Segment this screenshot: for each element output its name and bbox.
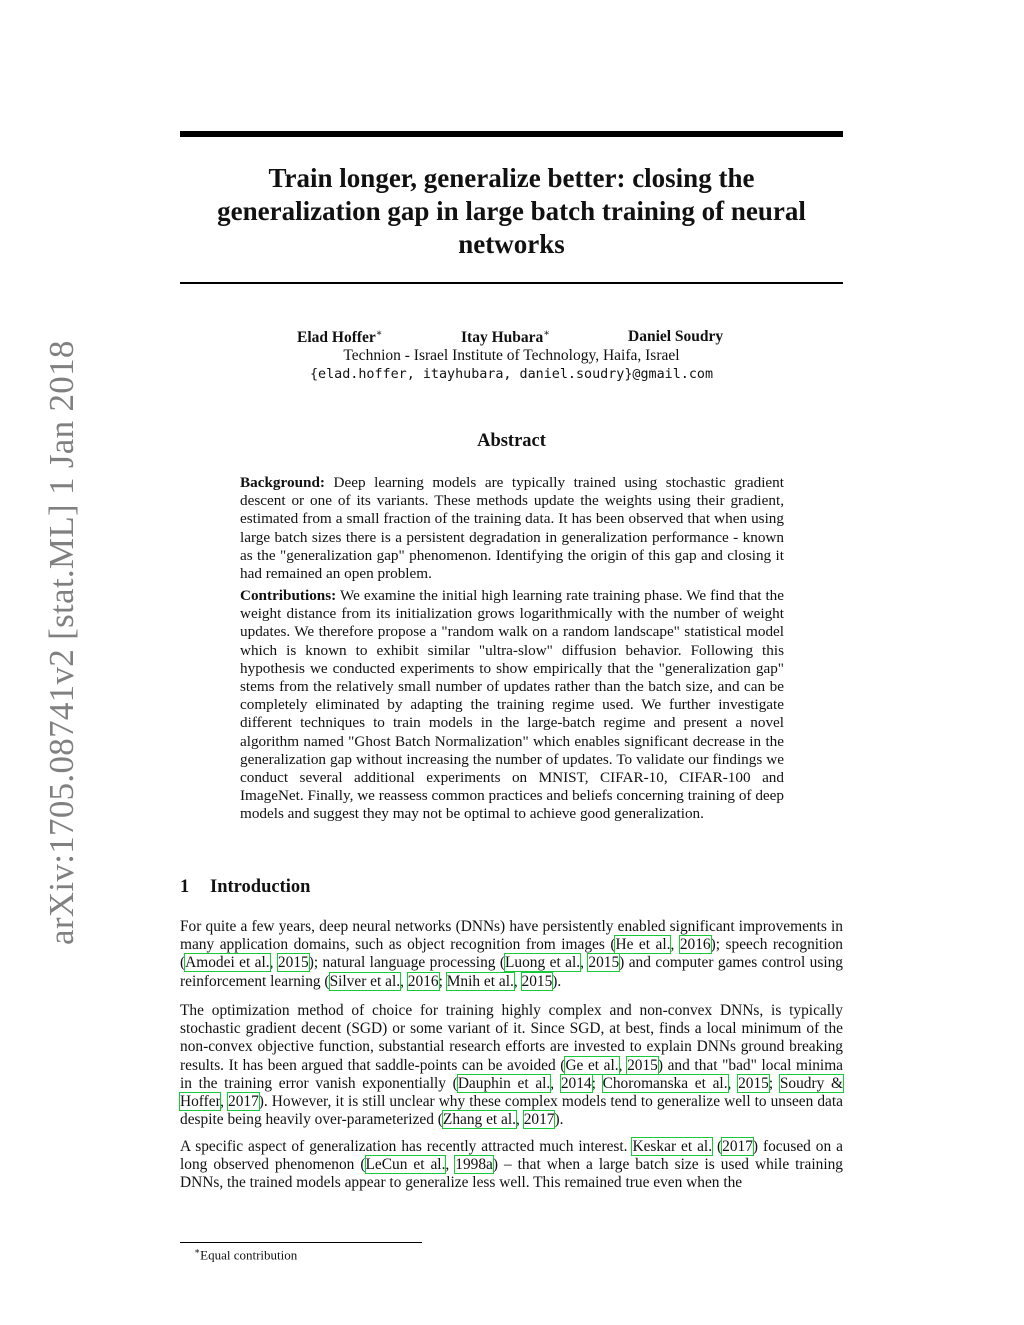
equal-contribution-mark: ∗ [375,328,383,339]
paragraph-text: ). However, it is still unclear why these complex models tend to generalize well to unseen data despite being heavily over-parameterized ( [180,1093,843,1129]
author-name: Itay Hubara [461,329,544,347]
background-label: Background: [240,474,325,491]
citation-link[interactable]: Mnih et al. [446,972,514,990]
intro-paragraph [180,1138,843,1193]
citation-link[interactable]: 2015 [738,1074,769,1092]
paragraph-text: , [670,936,680,954]
intro-paragraph [180,918,843,991]
citation-link[interactable]: 1998a [455,1156,493,1174]
author-affiliation: Technion - Israel Institute of Technology, Haifa, Israel [343,347,680,364]
citation-link[interactable]: LeCun et al. [365,1156,446,1174]
title-line: Train longer, generalize better: closing the [268,163,755,193]
paragraph-text: For quite a few years, deep neural networks (DNNs) have persistently enabled significant improvements in many application domains, such as object recognition from images ( [180,918,843,954]
citation-link[interactable]: 2016 [407,972,439,990]
citation-link[interactable]: 2015 [521,972,553,990]
paragraph-text: , [220,1093,228,1111]
paragraph-text: , [618,1056,628,1074]
paper-title [180,162,843,261]
footnote-mark: ∗ [194,1246,201,1256]
author-daniel-soudry [628,328,723,346]
abstract-heading: Abstract [477,431,546,451]
paragraph-text: ) and computer games control using reinforcement learning ( [180,954,844,990]
citation-link[interactable]: 2014 [560,1074,592,1092]
citation-link[interactable]: Zhang et al. [442,1111,516,1129]
paragraph-text: , [513,972,522,990]
citation-link[interactable]: Luong et al. [505,954,581,972]
paragraph-text: ; [768,1074,780,1092]
author-name: Elad Hoffer [297,329,376,347]
title-top-rule [180,131,843,137]
citation-link[interactable]: Soudry & Hoffer [180,1074,843,1111]
citation-link[interactable]: 2015 [588,954,620,972]
citation-link[interactable]: Dauphin et al. [457,1074,551,1092]
citation-link[interactable]: Choromanska et al. [602,1074,728,1092]
footnote-rule [180,1242,422,1243]
citation-link[interactable]: 2015 [277,954,309,972]
citation-link[interactable]: 2015 [627,1056,658,1074]
contributions-label: Contributions: [240,587,337,604]
section-title: Introduction [210,877,311,897]
paragraph-text: , [445,1156,456,1174]
paragraph-text: ) and that "bad" local minima in the training error vanish exponentially ( [180,1056,843,1092]
citation-link[interactable]: He et al. [615,936,671,954]
paragraph-text: ); natural language processing ( [308,954,506,972]
citation-link[interactable]: Silver et al. [329,972,401,990]
author-name: Daniel Soudry [628,328,724,345]
arxiv-identifier-stamp: arXiv:1705.08741v2 [stat.ML] 1 Jan 2018 [42,340,81,945]
citation-link[interactable]: Amodei et al. [185,954,270,972]
citation-link[interactable]: 2017 [228,1093,259,1111]
paragraph-text: , [400,972,408,990]
citation-link[interactable]: 2016 [679,936,711,954]
contributions-text: We examine the initial high learning rate training phase. We find that the weight distance from its initialization grows logarithmically with the number of weight updates. We therefore propose a "random walk on a random landscape" statistical model which is known to exhibit similar "ultra-slow" diffusion behavior. Following this hypothesis we conducted experiments to show empirically that the "generalization gap" stems from the relatively small number of updates rather than the batch size, and can be completely eliminated by adapting the training regime used. We further investigate different techniques to train models in the large-batch regime and present a novel algorithm named "Ghost Batch Normalization" which enables significant decrease in the generalization gap without increasing the number of updates. To validate our findings we conduct several additional experiments on MNIST, CIFAR-10, CIFAR-100 and ImageNet. Finally, we reassess common practices and beliefs concerning training of deep models and suggest they may not be optimal to achieve good generalization. [240,587,784,823]
footnote [194,1246,297,1263]
abstract-background [240,474,784,583]
equal-contribution-mark: ∗ [543,328,551,339]
paragraph-text: ). [554,1111,564,1129]
paragraph-text: A specific aspect of generalization has recently attracted much interest. [180,1138,633,1155]
paragraph-text: ; [438,972,447,990]
citation-link[interactable]: 2017 [722,1138,753,1155]
author-itay-hubara [461,328,550,347]
title-line: generalization gap in large batch training of neural [217,196,806,226]
section-number: 1 [180,877,190,897]
paragraph-text: ) focused on a long observed phenomenon ( [180,1138,843,1174]
abstract-contributions [240,587,784,824]
paragraph-text: , [516,1111,524,1129]
citation-link[interactable]: Keskar et al. [632,1138,713,1155]
footnote-text: Equal contribution [200,1247,298,1263]
paragraph-text: ; [591,1074,603,1092]
author-elad-hoffer [297,328,383,347]
title-line: networks [458,229,565,259]
paragraph-text: ) – that when a large batch size is used while training DNNs, the trained models appear to generalize less well. This remained true even when the [180,1156,843,1192]
paragraph-text: , [580,954,589,972]
paragraph-text: , [727,1074,739,1092]
paragraph-text: ). [552,972,562,990]
paragraph-text: , [269,954,278,972]
paragraph-text: ); speech recognition ( [180,936,843,972]
paragraph-text: The optimization method of choice for training highly complex and non-convex DNNs, is typically stochastic gradient decent (SGD) or some variant of it. Since SGD, at best, finds a local minimum of the non-convex objective function, substantial research efforts are invested to explain DNNs ground breaking results. It has been argued that saddle-points can be avoided ( [180,1002,843,1074]
paragraph-text: , [550,1074,561,1092]
section-heading-introduction [180,877,310,898]
citation-link[interactable]: 2017 [523,1111,555,1129]
author-emails: {elad.hoffer, itayhubara, daniel.soudry}@gmail.com [309,367,714,382]
intro-paragraph [180,1002,843,1129]
paragraph-text: ( [712,1138,723,1155]
background-text: Deep learning models are typically trained using stochastic gradient descent or one of its variants. These methods update the weights using their gradient, estimated from a small fraction of the training data. It has been observed that when using large batch sizes there is a persistent degradation in generalization performance - known as the "generalization gap" phenomenon. Identifying the origin of this gap and closing it had remained an open problem. [240,474,784,583]
title-bottom-rule [180,282,843,284]
citation-link[interactable]: Ge et al. [565,1056,619,1074]
